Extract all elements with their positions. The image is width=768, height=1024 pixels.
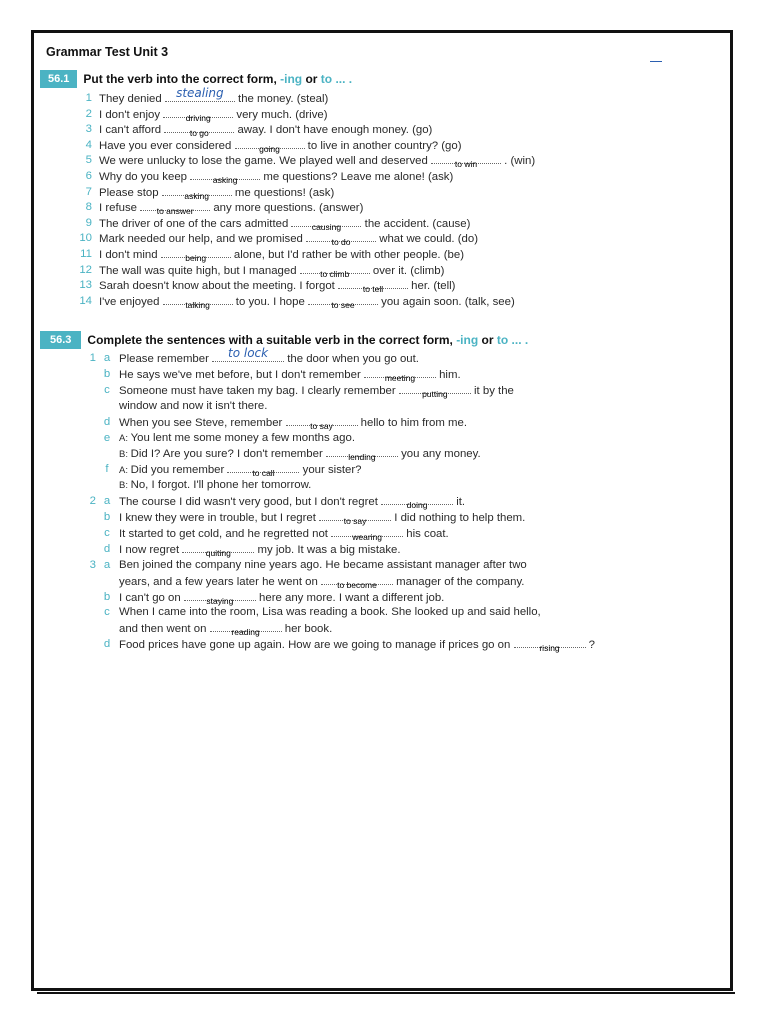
sentence-text: Why do you keep asking me questions? Leave me alone! (ask) — [99, 169, 453, 185]
item-number: 1 — [89, 352, 96, 364]
answer-text: asking — [184, 190, 209, 201]
item-number: 12 — [79, 263, 92, 276]
sentence-text: years, and a few years later he went on to become manager of the company. — [119, 574, 524, 590]
answer-blank — [321, 574, 393, 590]
answer-text: to say — [343, 516, 367, 526]
item-number: 3 — [85, 123, 92, 136]
item-number: 1 — [85, 92, 92, 104]
item-letter: e — [103, 431, 111, 444]
answer-blank — [227, 462, 299, 479]
answer-blank — [164, 122, 234, 139]
answer-blank — [381, 494, 453, 511]
answer-blank — [190, 169, 260, 185]
sentence-text: I don't mind being alone, but I'd rather be with other people. (be) — [99, 247, 464, 263]
sentence-text: A: Did you remember to call your sister? — [119, 462, 362, 478]
answer-blank — [163, 107, 233, 123]
item-letter: d — [103, 638, 111, 651]
section-badge: 56.1 — [40, 70, 77, 88]
answer-text: quiting — [205, 547, 231, 558]
item-letter: d — [103, 542, 111, 555]
item-letter: f — [105, 463, 109, 476]
answer-text: reading — [231, 627, 260, 638]
sentence-text: Have you ever considered going to live in another country? (go) — [99, 138, 462, 154]
item-number: 13 — [79, 279, 92, 292]
answer-blank — [210, 621, 282, 638]
sentence-text: I knew they were in trouble, but I regret to say I did nothing to help them. — [119, 510, 525, 526]
item-number: 4 — [85, 138, 92, 151]
sentence-text: I've enjoyed talking to you. I hope to see you again soon. (talk, see) — [99, 294, 515, 310]
item-letter: b — [103, 511, 111, 523]
answer-blank — [308, 294, 378, 310]
answer-text: going — [259, 143, 280, 154]
item-letter: c — [104, 383, 110, 396]
section-header-56-3 — [40, 331, 528, 349]
sentence-text: When you see Steve, remember to say hello to him from me. — [119, 415, 467, 431]
answer-blank — [182, 542, 254, 558]
item-letter: c — [104, 606, 110, 619]
sentence-text: I can't go on staying here any more. I want a different job. — [119, 590, 444, 606]
item-letter: a — [103, 558, 111, 571]
sentence-text: A: You lent me some money a few months ago. — [119, 431, 355, 444]
sentence-text: I don't enjoy driving very much. (drive) — [99, 107, 328, 123]
section-instruction: Put the verb into the correct form, -ing or to ... . — [83, 72, 353, 86]
answer-text: talking — [185, 299, 210, 310]
answer-text: to tell — [362, 284, 384, 295]
answer-text: to do — [331, 237, 351, 248]
answer-blank — [300, 263, 370, 279]
answer-text: to say — [310, 420, 333, 431]
sentence-text: I can't afford to go away. I don't have enough money. (go) — [99, 122, 432, 138]
answer-text: lending — [348, 452, 376, 463]
answer-text: to climb — [320, 268, 350, 279]
sentence-text: and then went on reading her book. — [119, 621, 332, 637]
answer-blank — [326, 446, 398, 463]
sentence-text: Sarah doesn't know about the meeting. I forgot to tell her. (tell) — [99, 278, 455, 294]
sentence-text: Ben joined the company nine years ago. He became assistant manager after two — [119, 558, 527, 571]
answer-blank — [431, 153, 501, 170]
answer-blank — [514, 637, 586, 654]
handwritten-answer: stealing — [176, 86, 224, 100]
answer-blank — [306, 231, 376, 248]
answer-blank — [338, 278, 408, 295]
item-letter: a — [103, 352, 111, 364]
answer-blank — [286, 415, 358, 431]
item-letter: b — [103, 367, 111, 380]
sentence-text: When I came into the room, Lisa was reading a book. She looked up and said hello, — [119, 606, 541, 619]
item-number: 5 — [85, 154, 92, 167]
item-letter: d — [103, 415, 111, 428]
item-number: 6 — [85, 170, 92, 182]
answer-blank — [291, 216, 361, 232]
sentence-text: I now regret quiting my job. It was a big mistake. — [119, 542, 401, 558]
handwritten-answer: to lock — [228, 346, 269, 360]
answer-blank — [331, 526, 403, 542]
answer-blank — [364, 367, 436, 383]
answer-text: asking — [212, 175, 238, 185]
answer-blank — [184, 590, 256, 606]
item-number: 10 — [79, 232, 92, 245]
item-number: 9 — [85, 216, 92, 229]
item-letter: b — [103, 590, 111, 603]
item-number: 14 — [79, 294, 92, 307]
speaker-label: A: — [119, 465, 131, 477]
sentence-text: He says we've met before, but I don't remember meeting him. — [119, 367, 461, 383]
answer-text: driving — [185, 112, 211, 123]
answer-text: to go — [189, 128, 209, 139]
sentence-text: The wall was quite high, but I managed to climb over it. (climb) — [99, 263, 444, 279]
answer-blank — [162, 185, 232, 201]
answer-text: wearing — [352, 531, 383, 542]
answer-blank — [235, 138, 305, 154]
item-number: 2 — [89, 495, 96, 508]
sentence-text: Someone must have taken my bag. I clearly remember putting it by the — [119, 383, 514, 399]
answer-blank — [212, 346, 284, 362]
answer-text: to win — [454, 159, 478, 170]
sentence-text: I refuse to answer any more questions. (answer) — [99, 200, 363, 216]
corner-mark — [650, 61, 662, 62]
answer-blank — [163, 294, 233, 310]
sentence-text: We were unlucky to lose the game. We played well and deserved to win . (win) — [99, 153, 535, 169]
sentence-text: They denied stealing the money. (steal) — [99, 86, 329, 105]
section-badge: 56.3 — [40, 331, 81, 349]
answer-text: to call — [252, 468, 275, 479]
answer-text: putting — [422, 388, 448, 399]
answer-text: to answer — [156, 206, 194, 217]
answer-blank — [399, 383, 471, 399]
answer-text: rising — [539, 643, 560, 654]
answer-text: to become — [337, 579, 377, 590]
answer-text: meeting — [384, 372, 416, 383]
item-number: 11 — [80, 248, 92, 260]
answer-blank — [161, 247, 231, 263]
answer-blank — [140, 200, 210, 217]
sentence-text: Please remember to lock the door when you go out. — [119, 346, 419, 365]
sentence-text: Mark needed our help, and we promised to do what we could. (do) — [99, 231, 478, 247]
sentence-text: window and now it isn't there. — [119, 399, 268, 412]
answer-text: doing — [406, 500, 428, 511]
answer-text: to see — [331, 299, 355, 310]
item-number: 8 — [85, 201, 92, 214]
sentence-text: B: No, I forgot. I'll phone her tomorrow. — [119, 479, 312, 492]
answer-text: causing — [311, 221, 342, 232]
answer-text: being — [185, 253, 207, 263]
sentence-text: B: Did I? Are you sure? I don't remember lending you any money. — [119, 446, 481, 462]
item-number: 3 — [89, 558, 96, 571]
item-number: 7 — [85, 185, 92, 198]
sentence-text: The driver of one of the cars admitted causing the accident. (cause) — [99, 216, 470, 232]
speaker-label: B: — [119, 449, 131, 461]
sentence-text: Please stop asking me questions! (ask) — [99, 185, 334, 201]
speaker-label: A: — [119, 432, 131, 444]
answer-text: staying — [206, 595, 234, 606]
sentence-text: It started to get cold, and he regretted not wearing his coat. — [119, 526, 449, 542]
page-title: Grammar Test Unit 3 — [46, 45, 169, 59]
sentence-text: Food prices have gone up again. How are we going to manage if prices go on rising ? — [119, 637, 595, 653]
item-number: 2 — [85, 107, 92, 120]
answer-blank — [319, 510, 391, 526]
item-letter: a — [103, 495, 111, 508]
item-letter: c — [104, 526, 110, 539]
sentence-text: The course I did wasn't very good, but I don't regret doing it. — [119, 494, 465, 510]
section-instruction: Complete the sentences with a suitable verb in the correct form, -ing or to ... . — [87, 333, 529, 347]
answer-blank — [165, 86, 235, 102]
speaker-label: B: — [119, 480, 131, 492]
